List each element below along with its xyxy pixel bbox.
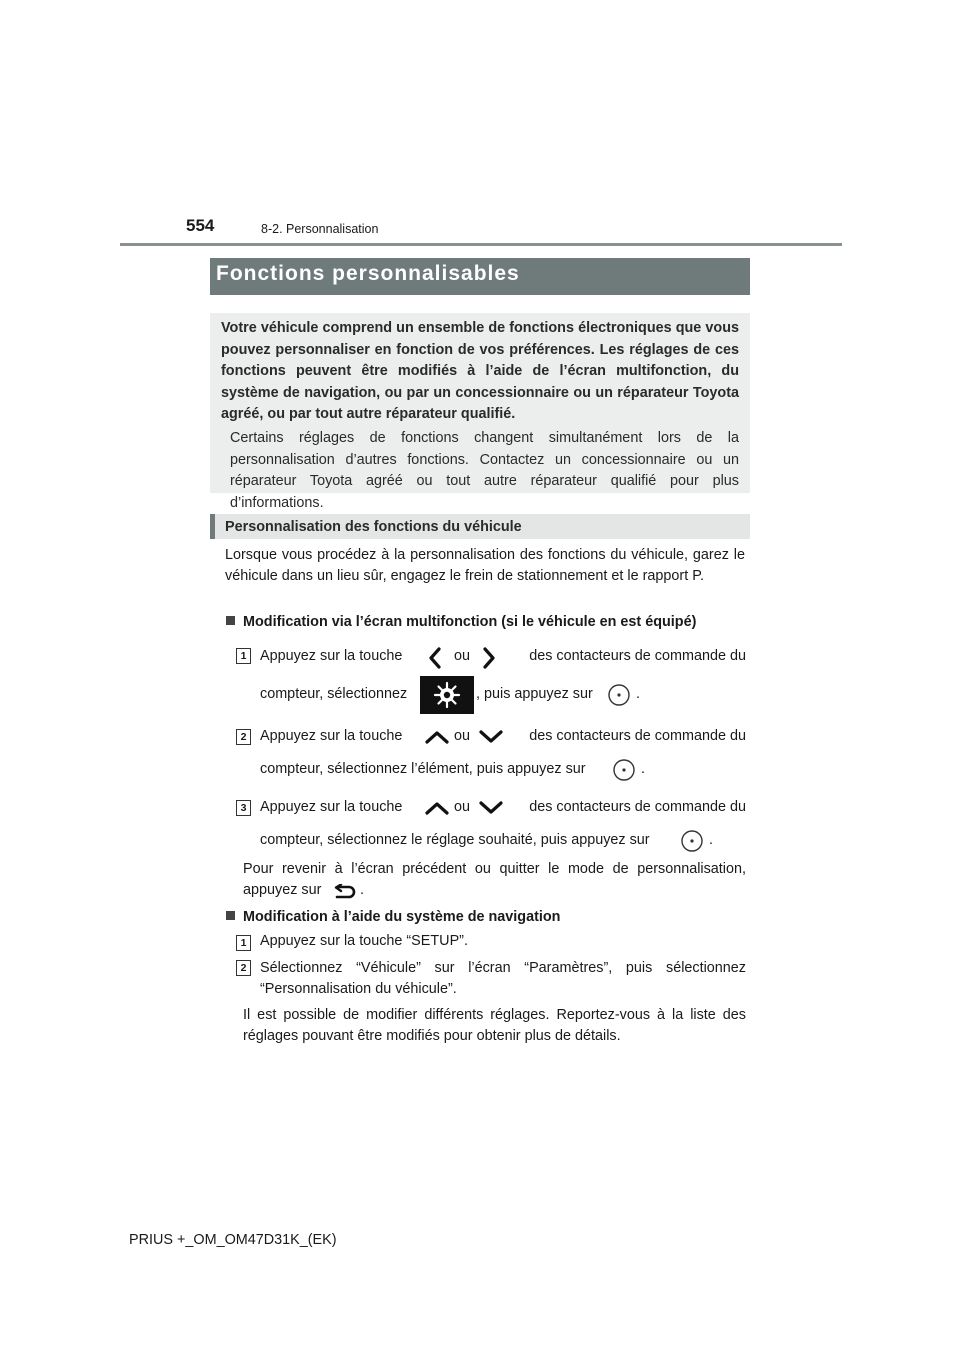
step3-text-1: Appuyez sur la touche (260, 799, 403, 815)
page-title: Fonctions personnalisables (216, 262, 520, 285)
enter-dial-icon (607, 683, 631, 707)
nav-step1-text: Appuyez sur la touche “SETUP”. (260, 933, 468, 949)
method2-heading: Modification à l’aide du système de navigation (243, 909, 561, 925)
title-bar (210, 258, 750, 295)
chevron-up-icon (424, 728, 450, 746)
back-arrow-icon (331, 884, 357, 900)
return-note-text-1: Pour revenir à l’écran précédent ou quitter le mode de personnalisation, (243, 861, 746, 877)
step2-line-a (260, 726, 746, 750)
method2-heading-row (226, 909, 560, 925)
step-badge: 2 (236, 960, 251, 976)
step1-line-b (260, 676, 746, 714)
step2-text-5: . (641, 761, 645, 777)
step1-text-6: . (636, 686, 640, 702)
step1-text-5: , puis appuyez sur (476, 686, 593, 702)
subsection-lead: Lorsque vous procédez à la personnalisation des fonctions du véhicule, garez le véhicule dans un lieu sûr, engagez le frein de stationnement et le rapport P. (225, 547, 745, 584)
step3-line-b (260, 828, 746, 854)
bullet-square-icon (226, 911, 235, 920)
bullet-square-icon (226, 616, 235, 625)
intro-box (210, 313, 750, 511)
step3-text-4: compteur, sélectionnez le réglage souhaité, puis appuyez sur (260, 832, 650, 848)
step2-line-b (260, 757, 746, 783)
step1-text-2: ou (454, 648, 471, 664)
step3-text-5: . (709, 832, 713, 848)
return-note-text-2: appuyez sur (243, 882, 322, 898)
subsection-accent (210, 514, 215, 539)
method1-heading: Modification via l’écran multifonction (si le véhicule en est équipé) (243, 614, 697, 630)
step3-line-a (260, 797, 746, 821)
return-note-line-b (243, 882, 543, 904)
subsection-bar (210, 514, 750, 539)
section-label: 8-2. Personnalisation (261, 222, 379, 236)
chevron-down-icon (478, 799, 504, 817)
step2-text-3: des contacteurs de commande du (529, 728, 746, 744)
nav-note-text: Il est possible de modifier différents réglages. Reportez-vous à la liste des réglages pouvant être modifiés pour obtenir plus de détails. (243, 1007, 746, 1044)
step1-text-3: des contacteurs de commande du (529, 648, 746, 664)
enter-dial-icon (680, 829, 704, 853)
step-badge: 3 (236, 800, 251, 816)
nav-step2-text: Sélectionnez “Véhicule” sur l’écran “Paramètres”, puis sélectionnez “Personnalisation du véhicule”. (260, 960, 746, 997)
step2-text-1: Appuyez sur la touche (260, 728, 403, 744)
footer-doc-code: PRIUS +_OM_OM47D31K_(EK) (129, 1232, 337, 1248)
method1-heading-row (226, 614, 696, 630)
gear-icon (420, 676, 474, 714)
page-number: 554 (186, 216, 215, 235)
chevron-right-icon (480, 646, 498, 670)
step2-text-4: compteur, sélectionnez l’élément, puis appuyez sur (260, 761, 586, 777)
step-badge: 2 (236, 729, 251, 745)
step1-line-a (260, 646, 746, 670)
return-note-text-3: . (360, 882, 364, 898)
header-rule (120, 243, 842, 246)
intro-note-text: Certains réglages de fonctions changent simultanément lors de la personnalisation d’autres fonctions. Contactez un concessionnaire ou un réparateur Toyota agréé ou tout autre réparateur qualifié pour plus d’informations. (230, 430, 739, 511)
chevron-up-icon (424, 799, 450, 817)
step-badge: 1 (236, 935, 251, 951)
return-note-line-a (243, 861, 746, 883)
step1-text-1: Appuyez sur la touche (260, 648, 403, 664)
enter-dial-icon (612, 758, 636, 782)
step3-text-2: ou (454, 799, 471, 815)
intro-bold-text: Votre véhicule comprend un ensemble de fonctions électroniques que vous pouvez personnaliser en fonction de vos préférences. Les réglages de ces fonctions peuvent être modifiés à l’aide de l’écran multifonction, du système de navigation, ou par un concessionnaire ou un réparateur Toyota agréé, ou par tout autre réparateur qualifié. (221, 320, 739, 422)
step2-text-2: ou (454, 728, 471, 744)
step3-text-3: des contacteurs de commande du (529, 799, 746, 815)
chevron-down-icon (478, 728, 504, 746)
step-badge: 1 (236, 648, 251, 664)
subsection-title: Personnalisation des fonctions du véhicule (225, 519, 522, 535)
step1-text-4: compteur, sélectionnez (260, 686, 408, 702)
chevron-left-icon (426, 646, 444, 670)
